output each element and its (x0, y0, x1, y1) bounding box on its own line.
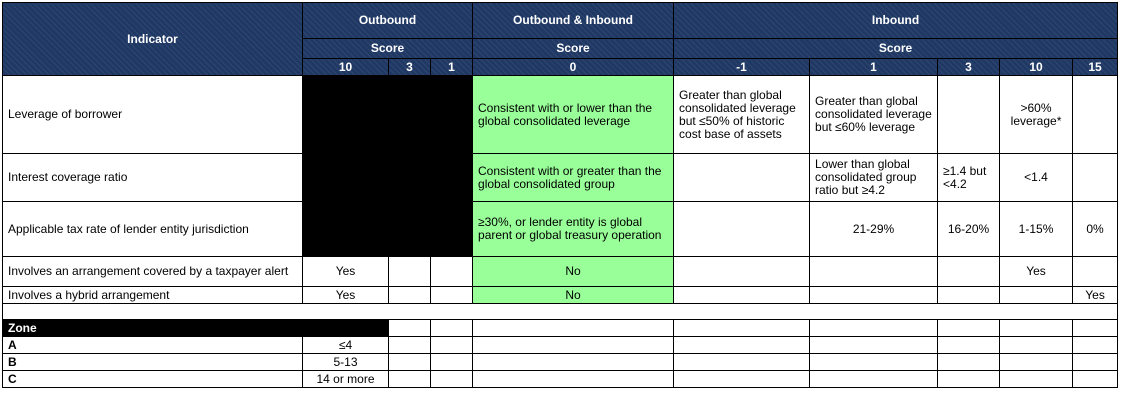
zone-range: ≤4 (303, 337, 389, 354)
empty-cell (431, 337, 473, 354)
table-row (3, 257, 1118, 287)
table-wrapper (2, 2, 1118, 388)
group-header-inbound: Inbound (674, 3, 1118, 39)
empty-cell (1000, 337, 1073, 354)
score-label-inbound: Score (674, 39, 1118, 59)
empty-cell (1000, 320, 1073, 337)
score-label-outbound-inbound: Score (473, 39, 674, 59)
outbound-10-cell: Yes (303, 287, 389, 304)
inbound-1-cell: Lower than global consolidated group ratio but ≥4.2 (810, 154, 938, 202)
outbound-blocked-cell (303, 76, 473, 257)
inbound-minus1-cell (674, 287, 810, 304)
empty-cell (810, 354, 938, 371)
inbound-3-cell: 16-20% (938, 202, 1000, 257)
empty-cell (810, 371, 938, 388)
zone-row (3, 354, 1118, 371)
score-value: 1 (431, 59, 473, 76)
inbound-15-cell: 0% (1073, 202, 1118, 257)
indicator-label: Involves a hybrid arrangement (3, 287, 303, 304)
zone-range: 14 or more (303, 371, 389, 388)
empty-cell (431, 371, 473, 388)
empty-cell (674, 354, 810, 371)
indicator-label: Interest coverage ratio (3, 154, 303, 202)
empty-cell (1073, 320, 1118, 337)
score-value: 3 (938, 59, 1000, 76)
empty-cell (431, 354, 473, 371)
spacer-cell (3, 304, 1118, 320)
outbound-1-cell (431, 257, 473, 287)
empty-cell (674, 337, 810, 354)
inbound-10-cell: Yes (1000, 257, 1073, 287)
indicator-label: Applicable tax rate of lender entity jurisdiction (3, 202, 303, 257)
empty-cell (389, 354, 431, 371)
empty-cell (389, 371, 431, 388)
outbound-1-cell (431, 287, 473, 304)
inbound-1-cell (810, 287, 938, 304)
zone-letter: B (3, 354, 303, 371)
inbound-10-cell: >60% leverage* (1000, 76, 1073, 154)
score-value: 1 (810, 59, 938, 76)
empty-cell (473, 371, 674, 388)
header-row-groups (3, 3, 1118, 39)
score-value: 10 (1000, 59, 1073, 76)
empty-cell (389, 337, 431, 354)
empty-cell (1073, 371, 1118, 388)
empty-cell (938, 337, 1000, 354)
outbound-3-cell (389, 287, 431, 304)
zone-row (3, 371, 1118, 388)
zone-letter: A (3, 337, 303, 354)
inbound-3-cell (938, 257, 1000, 287)
outbound-3-cell (389, 257, 431, 287)
empty-cell (473, 337, 674, 354)
inbound-1-cell: Greater than global consolidated leverage but ≤60% leverage (810, 76, 938, 154)
empty-cell (1073, 354, 1118, 371)
inbound-15-cell (1073, 257, 1118, 287)
inbound-1-cell (810, 257, 938, 287)
indicator-header: Indicator (3, 3, 303, 76)
table-row (3, 76, 1118, 154)
empty-cell (473, 354, 674, 371)
inbound-10-cell: <1.4 (1000, 154, 1073, 202)
inbound-3-cell (938, 287, 1000, 304)
inbound-15-cell (1073, 76, 1118, 154)
group-header-outbound-inbound: Outbound & Inbound (473, 3, 674, 39)
inbound-3-cell: ≥1.4 but <4.2 (938, 154, 1000, 202)
outbound-inbound-cell: ≥30%, or lender entity is global parent or global treasury operation (473, 202, 674, 257)
empty-cell (810, 337, 938, 354)
score-value: 15 (1073, 59, 1118, 76)
score-value: -1 (674, 59, 810, 76)
outbound-10-cell: Yes (303, 257, 389, 287)
zone-row (3, 337, 1118, 354)
empty-cell (810, 320, 938, 337)
outbound-inbound-cell: No (473, 287, 674, 304)
zone-range: 5-13 (303, 354, 389, 371)
inbound-minus1-cell (674, 202, 810, 257)
empty-cell (674, 320, 810, 337)
inbound-minus1-cell (674, 154, 810, 202)
empty-cell (1000, 371, 1073, 388)
inbound-minus1-cell: Greater than global consolidated leverage but ≤50% of historic cost base of assets (674, 76, 810, 154)
empty-cell (938, 320, 1000, 337)
empty-cell (674, 371, 810, 388)
table-row (3, 154, 1118, 202)
table-row (3, 202, 1118, 257)
risk-score-table (2, 2, 1118, 388)
empty-cell (938, 354, 1000, 371)
inbound-1-cell: 21-29% (810, 202, 938, 257)
table-row (3, 287, 1118, 304)
empty-cell (473, 320, 674, 337)
inbound-minus1-cell (674, 257, 810, 287)
score-value: 0 (473, 59, 674, 76)
inbound-15-cell: Yes (1073, 287, 1118, 304)
zone-letter: C (3, 371, 303, 388)
empty-cell (1000, 354, 1073, 371)
outbound-inbound-cell: No (473, 257, 674, 287)
inbound-15-cell (1073, 154, 1118, 202)
empty-cell (431, 320, 473, 337)
indicator-label: Leverage of borrower (3, 76, 303, 154)
empty-cell (938, 371, 1000, 388)
inbound-10-cell (1000, 287, 1073, 304)
spacer-row (3, 304, 1118, 320)
zone-title: Zone (3, 320, 389, 337)
inbound-10-cell: 1-15% (1000, 202, 1073, 257)
outbound-inbound-cell: Consistent with or lower than the global consolidated leverage (473, 76, 674, 154)
zone-header-row (3, 320, 1118, 337)
score-label-outbound: Score (303, 39, 473, 59)
group-header-outbound: Outbound (303, 3, 473, 39)
score-value: 10 (303, 59, 389, 76)
empty-cell (1073, 337, 1118, 354)
outbound-inbound-cell: Consistent with or greater than the global consolidated group (473, 154, 674, 202)
inbound-3-cell (938, 76, 1000, 154)
empty-cell (389, 320, 431, 337)
indicator-label: Involves an arrangement covered by a taxpayer alert (3, 257, 303, 287)
score-value: 3 (389, 59, 431, 76)
